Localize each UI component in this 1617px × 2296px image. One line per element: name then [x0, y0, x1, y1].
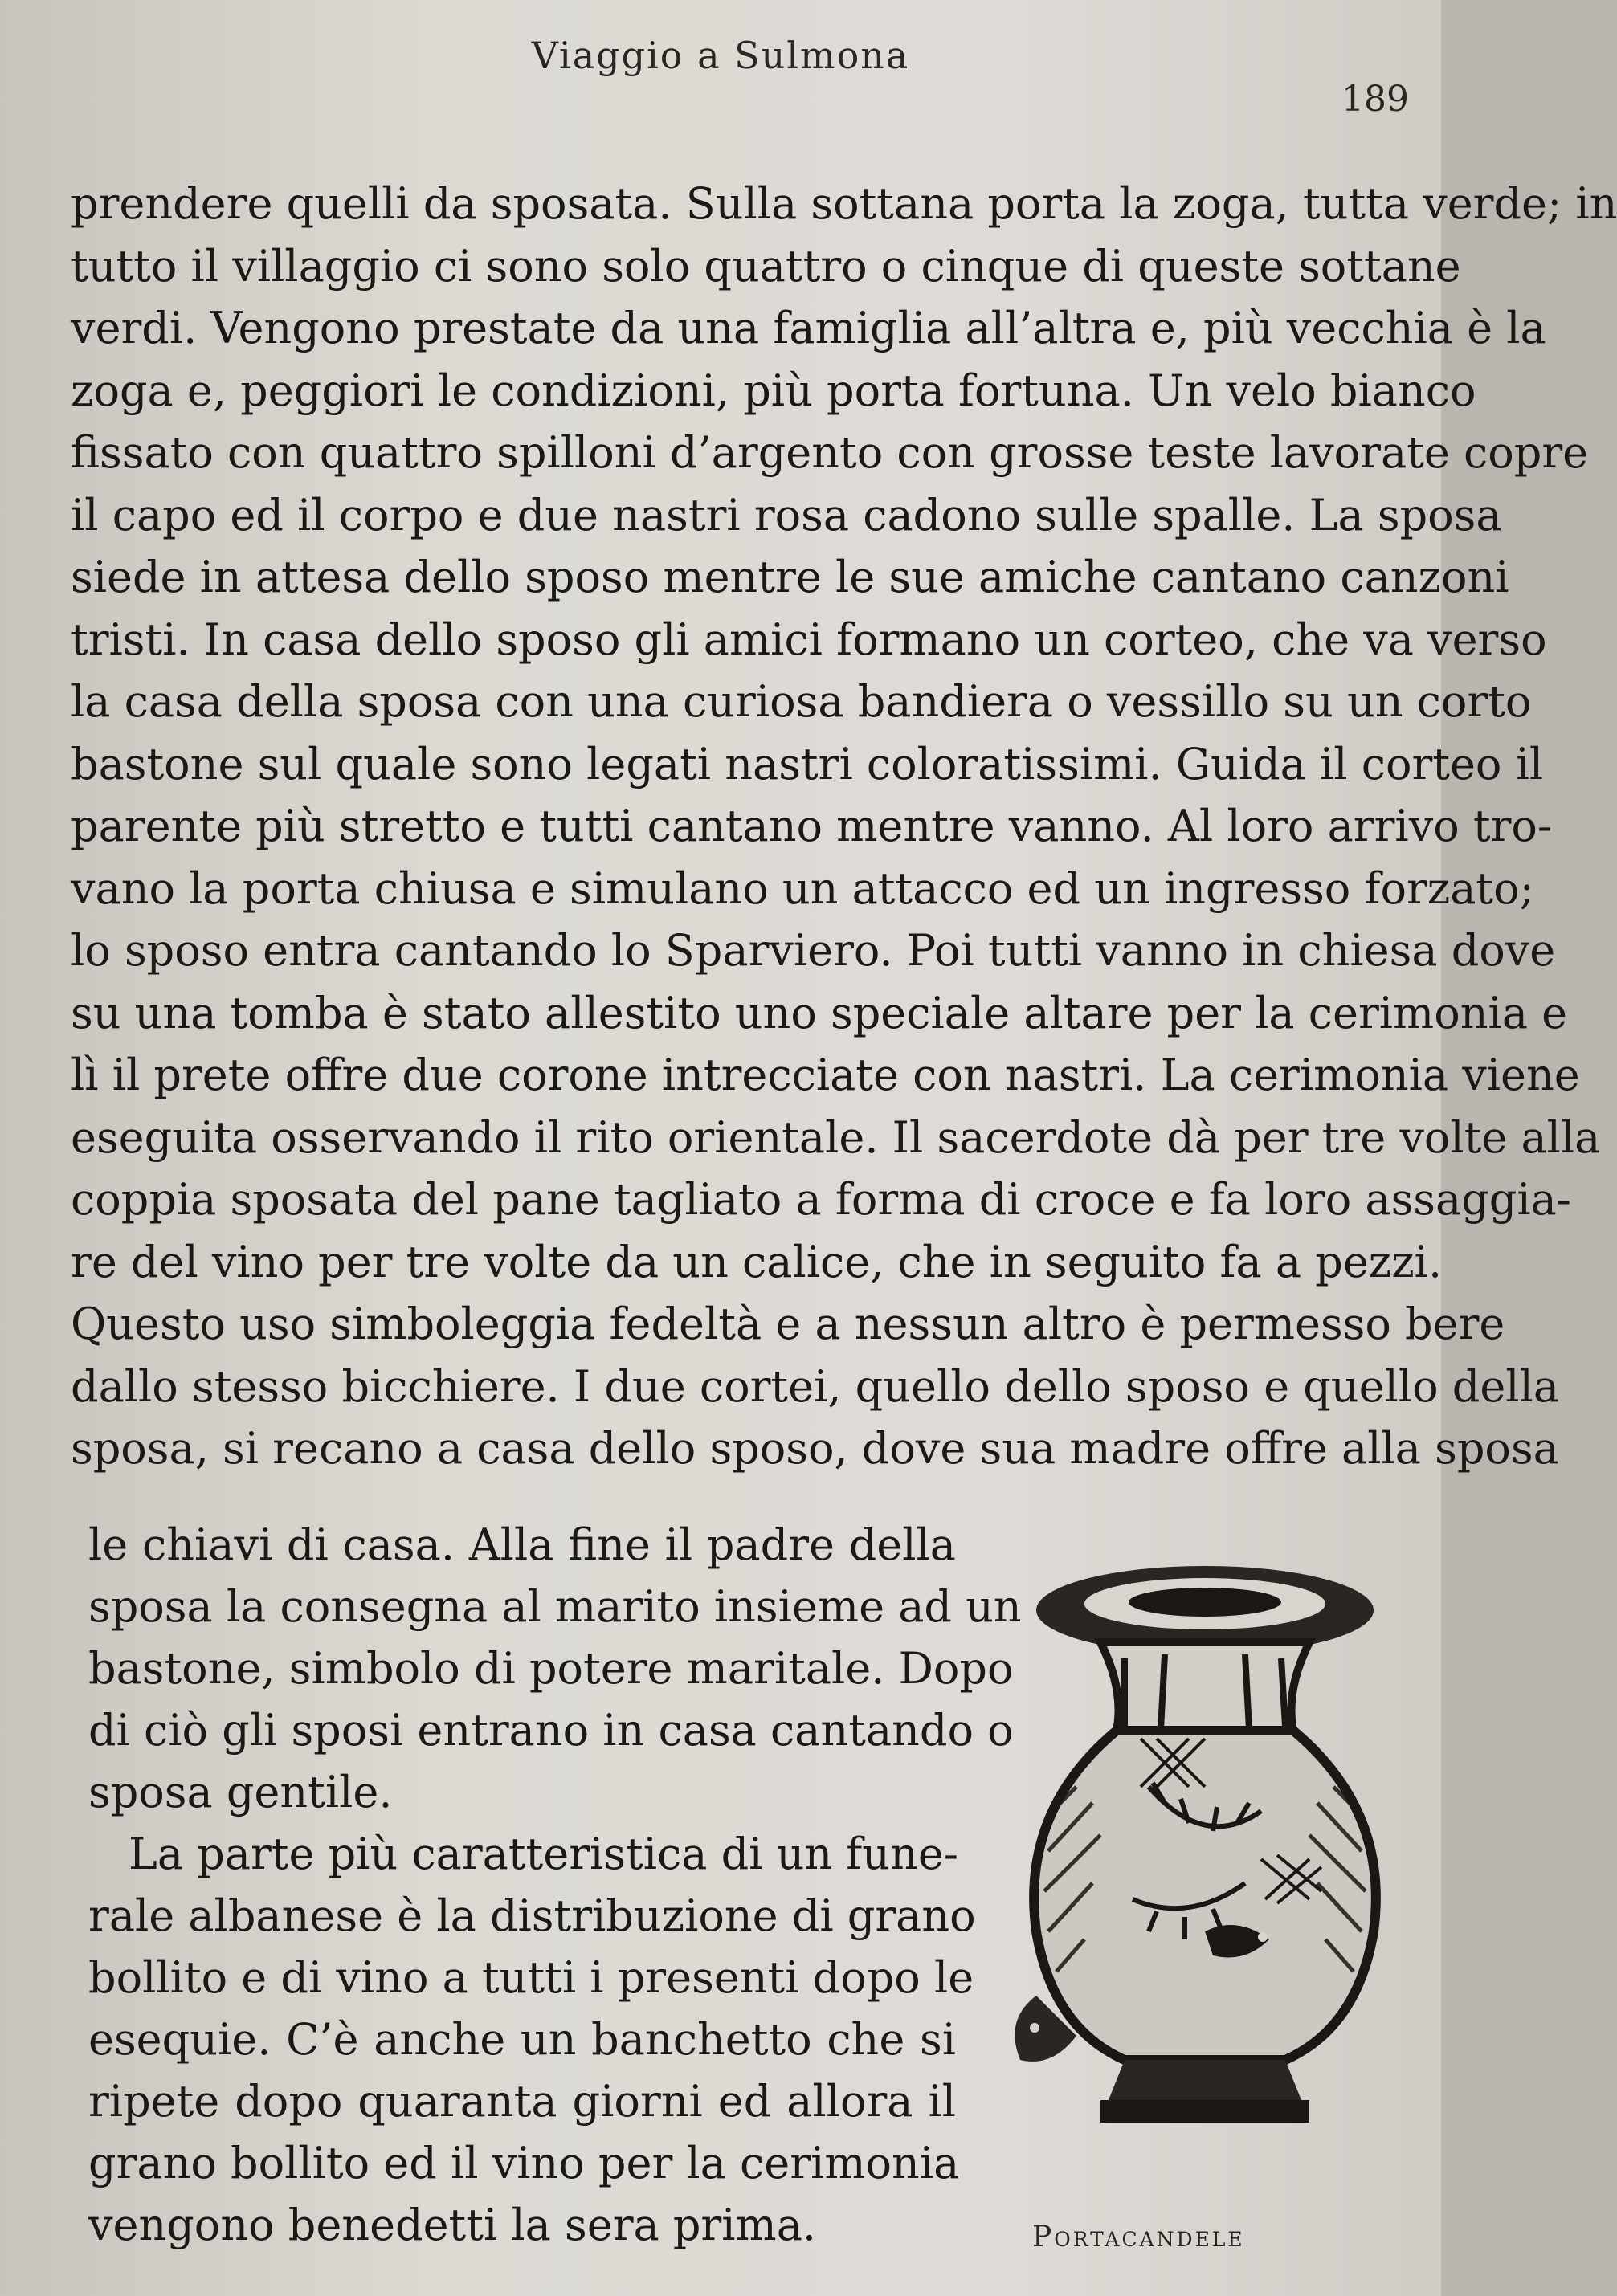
figure-caption: Portacandele [1032, 2221, 1245, 2253]
text-line: grano bollito ed il vino per la cerimonia [88, 2138, 960, 2188]
narrow-column-text [88, 1514, 1022, 2256]
text-line: bastone, simbolo di potere maritale. Dopo [88, 1643, 1014, 1694]
text-line: su una tomba è stato allestito uno speciale altare per la cerimonia e [71, 987, 1568, 1038]
text-line: sposa gentile. [88, 1767, 393, 1817]
text-line: vano la porta chiusa e simulano un attacco ed un ingresso forzato; [71, 863, 1534, 914]
main-paragraph [71, 173, 1617, 1480]
text-line: fissato con quattro spilloni d’argento con grosse teste lavorate copre [71, 427, 1589, 478]
text-line: di ciò gli sposi entrano in casa cantando o [88, 1705, 1014, 1756]
text-line: il capo ed il corpo e due nastri rosa cadono sulle spalle. La sposa [71, 489, 1502, 540]
text-line: La parte più caratteristica di un fune- [129, 1829, 959, 1879]
text-line: bollito e di vino a tutti i presenti dopo le [88, 1952, 974, 2003]
text-line: lo sposo entra cantando lo Sparviero. Poi tutti vanno in chiesa dove [71, 925, 1556, 976]
text-line: tristi. In casa dello sposo gli amici formano un corteo, che va verso [71, 614, 1547, 665]
text-line: la casa della sposa con una curiosa bandiera o vessillo su un corto [71, 676, 1532, 727]
candle-holder-vase-woodcut-icon [1004, 1546, 1406, 2140]
text-line: vengono benedetti la sera prima. [88, 2200, 817, 2250]
running-title: Viaggio a Sulmona [531, 34, 910, 77]
text-line: verdi. Vengono prestate da una famiglia all’altra e, più vecchia è la [71, 303, 1546, 353]
text-line: parente più stretto e tutti cantano mentre vanno. Al loro arrivo tro- [71, 801, 1553, 851]
text-line: tutto il villaggio ci sono solo quattro o cinque di queste sottane [71, 240, 1461, 292]
text-line: rale albanese è la distribuzione di grano [88, 1890, 976, 1941]
text-line: sposa la consegna al marito insieme ad un [88, 1581, 1022, 1632]
text-line: lì il prete offre due corone intrecciate con nastri. La cerimonia viene [71, 1050, 1580, 1100]
text-line: re del vino per tre volte da un calice, che in seguito fa a pezzi. [71, 1236, 1443, 1287]
text-line: sposa, si recano a casa dello sposo, dove sua madre offre alla sposa [71, 1423, 1559, 1474]
text-line: coppia sposata del pane tagliato a forma di croce e fa loro assaggia- [71, 1174, 1572, 1225]
text-line: le chiavi di casa. Alla fine il padre della [88, 1519, 956, 1570]
text-line: eseguita osservando il rito orientale. Il sacerdote dà per tre volte alla [71, 1111, 1601, 1163]
text-line: Questo uso simboleggia fedeltà e a nessun altro è permesso bere [71, 1299, 1505, 1349]
text-line: prendere quelli da sposata. Sulla sottana porta la zoga, tutta verde; in [71, 178, 1617, 229]
text-line: dallo stesso bicchiere. I due cortei, quello dello sposo e quello della [71, 1360, 1560, 1412]
text-line: ripete dopo quaranta giorni ed allora il [88, 2076, 956, 2127]
text-line: siede in attesa dello sposo mentre le sue amiche cantano canzoni [71, 552, 1509, 602]
text-line: bastone sul quale sono legati nastri coloratissimi. Guida il corteo il [71, 738, 1544, 789]
text-line: zoga e, peggiori le condizioni, più porta fortuna. Un velo bianco [71, 365, 1476, 416]
text-line: esequie. C’è anche un banchetto che si [88, 2014, 956, 2065]
page-number: 189 [1341, 79, 1409, 120]
